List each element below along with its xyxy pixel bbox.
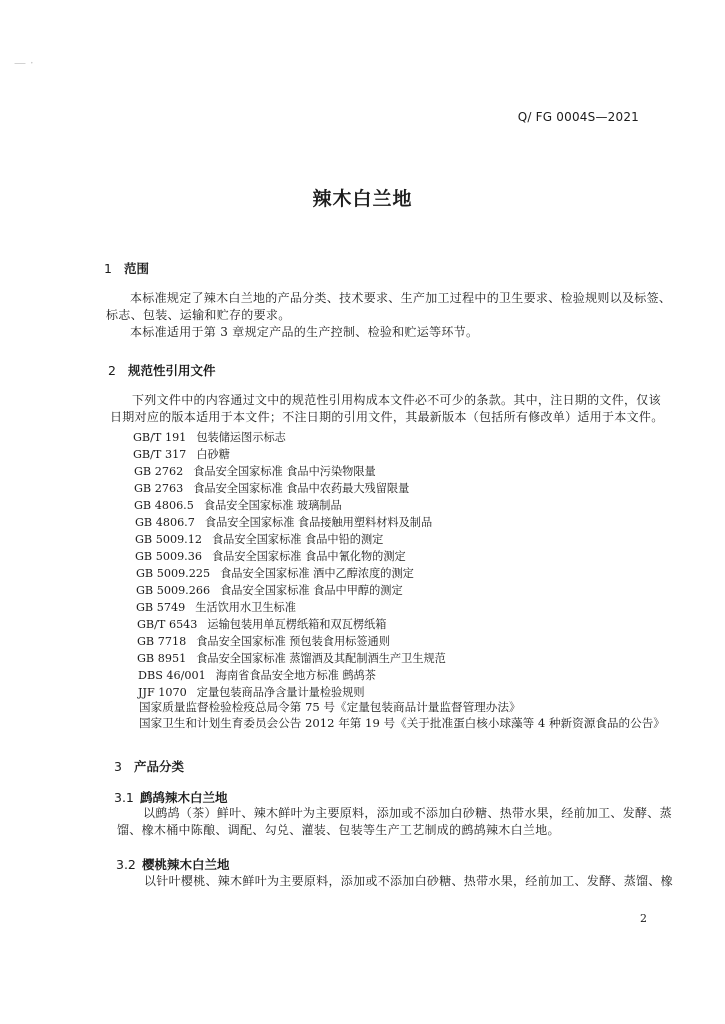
reference-name: 生活饮用水卫生标准 [195, 601, 296, 614]
reference-code: GB/T 191 [133, 431, 187, 444]
section-heading-normative-references [108, 361, 216, 379]
reference-code: GB 5009.266 [136, 584, 211, 597]
reference-item [136, 600, 296, 615]
reference-code: GB 8951 [137, 652, 187, 665]
reference-code: GB 4806.5 [134, 499, 194, 512]
reference-code: GB 2762 [134, 465, 184, 478]
reference-item [137, 617, 386, 632]
section-number: 1 [104, 261, 112, 276]
document-code: Q/ FG 0004S—2021 [517, 110, 639, 124]
reference-code: GB 7718 [137, 635, 187, 648]
reference-name: 食品安全国家标准 食品中甲醇的测定 [220, 584, 403, 597]
subsection-paragraph-line: 以鹧鸪（茶）鲜叶、辣木鲜叶为主要原料，添加或不添加白砂糖、热带水果，经前加工、发酵、蒸 [143, 806, 672, 820]
subsection-paragraph-line: 以针叶樱桃、辣木鲜叶为主要原料，添加或不添加白砂糖、热带水果，经前加工、发酵、蒸馏、橡 [144, 874, 673, 888]
reference-item [133, 430, 286, 445]
reference-name: 白砂糖 [196, 448, 230, 461]
subsection-heading [116, 855, 230, 873]
reference-item [134, 498, 342, 513]
section-number: 2 [108, 363, 116, 378]
reference-item [133, 447, 230, 462]
reference-code: GB/T 317 [133, 448, 187, 461]
section-title: 规范性引用文件 [128, 363, 216, 378]
reference-item [138, 668, 376, 683]
section-heading-product-classification [114, 757, 184, 775]
reference-code: JJF 1070 [138, 686, 187, 699]
reference-code: DBS 46/001 [138, 669, 206, 682]
reference-item [135, 532, 383, 547]
reference-name: 食品安全国家标准 食品接触用塑料材料及制品 [204, 516, 433, 529]
reference-code: GB 5009.12 [135, 533, 202, 546]
reference-item [138, 685, 365, 700]
scope-paragraph-line: 标志、包装、运输和贮存的要求。 [106, 308, 291, 322]
reference-name: 食品安全国家标准 食品中农药最大残留限量 [193, 482, 410, 495]
reference-name: 海南省食品安全地方标准 鹧鸪茶 [215, 669, 376, 682]
reference-code: GB 4806.7 [135, 516, 195, 529]
reference-item [135, 549, 406, 564]
reference-name: 食品安全国家标准 预包装食用标签通则 [196, 635, 390, 648]
reference-name: 食品安全国家标准 酒中乙醇浓度的测定 [220, 567, 414, 580]
reference-item [134, 464, 376, 479]
subsection-heading [114, 788, 228, 806]
subsection-title: 鹧鸪辣木白兰地 [140, 790, 228, 805]
reference-code: GB/T 6543 [137, 618, 198, 631]
reference-item [136, 583, 403, 598]
subsection-paragraph-line: 馏、橡木桶中陈酿、调配、勾兑、灌装、包装等生产工艺制成的鹧鸪辣木白兰地。 [117, 823, 560, 837]
reference-name: 食品安全国家标准 食品中污染物限量 [193, 465, 376, 478]
section-heading-scope [104, 259, 149, 277]
subsection-number: 3.2 [116, 857, 136, 872]
reference-name: 运输包装用单瓦楞纸箱和双瓦楞纸箱 [207, 618, 387, 631]
reference-name: 食品安全国家标准 食品中氰化物的测定 [211, 550, 406, 563]
reference-item [134, 481, 409, 496]
section-title: 范围 [124, 261, 150, 276]
reference-name: 定量包装商品净含量计量检验规则 [196, 686, 365, 699]
reference-code: GB 5749 [136, 601, 186, 614]
references-intro-line: 日期对应的版本适用于本文件；不注日期的引用文件，其最新版本（包括所有修改单）适用于本文件。 [110, 410, 664, 424]
reference-item [135, 515, 432, 530]
references-intro-line: 下列文件中的内容通过文中的规范性引用构成本文件必不可少的条款。其中，注日期的文件，仅该 [132, 393, 661, 407]
reference-regulation: 国家质量监督检验检疫总局令第 75 号《定量包装商品计量监督管理办法》 [139, 700, 521, 714]
scope-paragraph-line: 本标准规定了辣木白兰地的产品分类、技术要求、生产加工过程中的卫生要求、检验规则以及标签、 [130, 291, 672, 305]
subsection-number: 3.1 [114, 790, 134, 805]
section-title: 产品分类 [134, 759, 185, 774]
reference-code: GB 5009.225 [136, 567, 211, 580]
scope-paragraph: 本标准适用于第 3 章规定产品的生产控制、检验和贮运等环节。 [130, 325, 479, 339]
reference-name: 食品安全国家标准 食品中铅的测定 [211, 533, 384, 546]
reference-name: 食品安全国家标准 玻璃制品 [203, 499, 342, 512]
scan-artifact: — · [14, 56, 34, 70]
reference-item [137, 651, 446, 666]
reference-item [137, 634, 390, 649]
page-number: 2 [640, 912, 647, 925]
section-number: 3 [114, 759, 122, 774]
subsection-title: 樱桃辣木白兰地 [142, 857, 230, 872]
reference-code: GB 2763 [134, 482, 184, 495]
reference-item [136, 566, 414, 581]
reference-name: 包装储运图示标志 [196, 431, 286, 444]
reference-announcement: 国家卫生和计划生育委员会公告 2012 年第 19 号《关于批准蛋白核小球藻等 4 种新资源食品的公告》 [139, 716, 665, 730]
reference-name: 食品安全国家标准 蒸馏酒及其配制酒生产卫生规范 [196, 652, 446, 665]
reference-code: GB 5009.36 [135, 550, 202, 563]
page-title: 辣木白兰地 [312, 188, 413, 210]
